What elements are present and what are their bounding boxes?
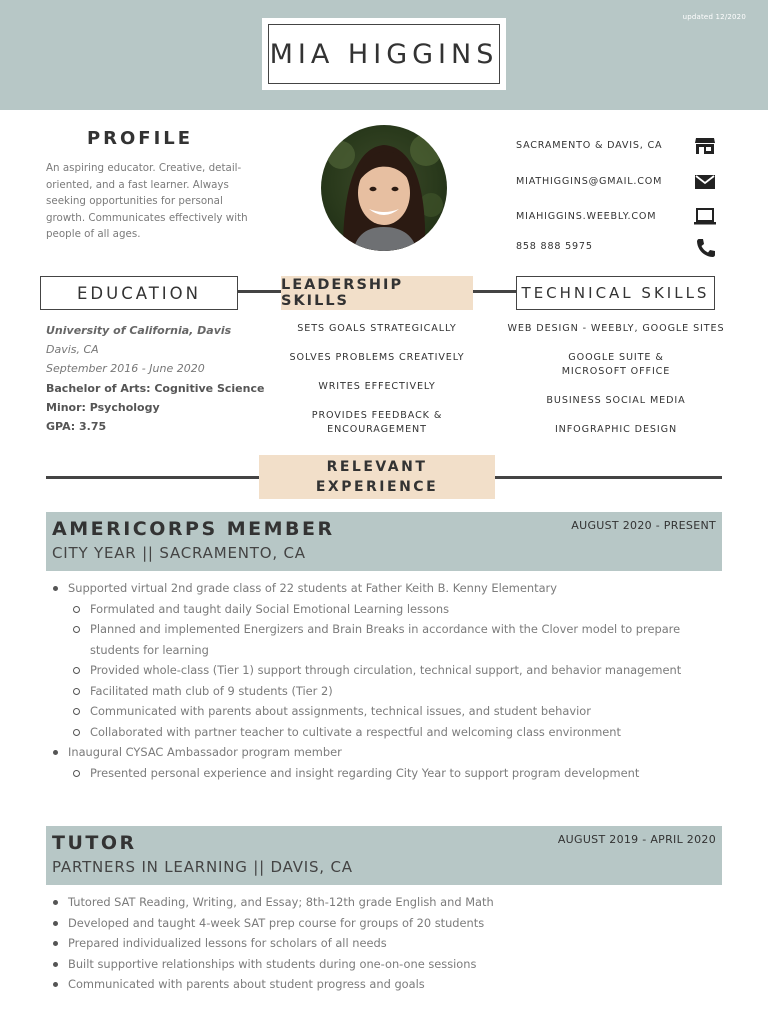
job-organization: CITY YEAR || SACRAMENTO, CA [52, 544, 306, 562]
education-heading: EDUCATION [40, 276, 238, 310]
divider-line [495, 476, 722, 479]
list-item: Communicated with parents about student progress and goals [46, 974, 706, 995]
list-item: Planned and implemented Energizers and Brain Breaks in accordance with the Clover model to prepare students for learning [68, 619, 706, 660]
name-box [262, 18, 506, 90]
leadership-skill: SETS GOALS STRATEGICALLY [297, 323, 457, 334]
job-dates: AUGUST 2019 - APRIL 2020 [557, 833, 716, 846]
list-item: Inaugural CYSAC Ambassador program member Presented personal experience and insight regarding City Year to support program development [46, 742, 706, 783]
education-dates: September 2016 - June 2020 [46, 362, 205, 376]
updated-date: updated 12/2020 [682, 13, 746, 21]
list-item: Formulated and taught daily Social Emotional Learning lessons [68, 599, 706, 620]
laptop-icon [694, 207, 716, 227]
list-item: Facilitated math club of 9 students (Tier 2) [68, 681, 706, 702]
contact-email[interactable]: MIATHIGGINS@GMAIL.COM [516, 176, 663, 187]
page-title: MIA HIGGINS [269, 38, 499, 70]
divider-line [238, 290, 281, 293]
divider-line [46, 476, 259, 479]
job-bullets [46, 892, 706, 995]
job-header [46, 512, 722, 571]
list-item: Supported virtual 2nd grade class of 22 students at Father Keith B. Kenny Elementary Formulated and taught daily Social Emotional Learning lessons Planned and implemented Energizers and Brain Breaks in accordance with the Clover model to prepare students for learning Provided whole-class (Tier 1) support through circulation, technical support, and behavior management Facilitated math club of 9 students (Tier 2) Communicated with parents about assignments, technical issues, and student behavior Collaborated with partner teacher to cultivate a respectful and welcoming class environment [46, 578, 706, 742]
technical-skill: INFOGRAPHIC DESIGN [554, 424, 678, 435]
technical-skill: GOOGLE SUITE & [568, 352, 664, 363]
technical-heading: TECHNICAL SKILLS [516, 276, 715, 310]
list-item: Tutored SAT Reading, Writing, and Essay; 8th-12th grade English and Math [46, 892, 706, 913]
list-item: Presented personal experience and insight regarding City Year to support program development [68, 763, 706, 784]
name-frame [268, 24, 500, 84]
list-item: Communicated with parents about assignments, technical issues, and student behavior [68, 701, 706, 722]
profile-photo [321, 125, 447, 251]
leadership-skill: SOLVES PROBLEMS CREATIVELY [289, 352, 465, 363]
experience-heading-line1: RELEVANT [326, 459, 428, 475]
phone-icon [694, 238, 716, 258]
list-item: Prepared individualized lessons for scholars of all needs [46, 933, 706, 954]
education-minor: Minor: Psychology [46, 400, 160, 414]
technical-skill: MICROSOFT OFFICE [561, 366, 671, 377]
technical-skill: BUSINESS SOCIAL MEDIA [546, 395, 686, 406]
profile-text: An aspiring educator. Creative, detail-oriented, and a fast learner. Always seeking opportunities for personal growth. Communicates effectively with people of all ages. [46, 162, 248, 240]
leadership-skill: ENCOURAGEMENT [327, 424, 427, 435]
education-gpa: GPA: 3.75 [46, 420, 107, 434]
job-header [46, 826, 722, 885]
mail-icon [694, 172, 716, 192]
job-title: TUTOR [52, 832, 137, 854]
job-organization: PARTNERS IN LEARNING || DAVIS, CA [52, 858, 353, 876]
job-bullets [46, 578, 706, 783]
education-school: University of California, Davis [46, 324, 232, 337]
contact-location: SACRAMENTO & DAVIS, CA [516, 140, 663, 151]
contact-website[interactable]: MIAHIGGINS.WEEBLY.COM [516, 211, 657, 222]
store-icon [694, 136, 716, 156]
experience-heading [259, 455, 495, 499]
education-location: Davis, CA [46, 343, 99, 357]
experience-heading-line2: EXPERIENCE [315, 479, 439, 495]
education-details [46, 321, 266, 436]
contact-phone: 858 888 5975 [516, 241, 593, 252]
divider-line [473, 290, 516, 293]
list-item: Collaborated with partner teacher to cultivate a respectful and welcoming class environment [68, 722, 706, 743]
profile-heading: PROFILE [86, 128, 194, 149]
leadership-heading: LEADERSHIP SKILLS [281, 276, 473, 310]
list-item: Developed and taught 4-week SAT prep course for groups of 20 students [46, 913, 706, 934]
job-dates: AUGUST 2020 - PRESENT [571, 519, 716, 532]
list-item: Built supportive relationships with students during one-on-one sessions [46, 954, 706, 975]
education-degree: Bachelor of Arts: Cognitive Science [46, 381, 265, 395]
leadership-skill: WRITES EFFECTIVELY [318, 381, 436, 392]
list-item: Provided whole-class (Tier 1) support through circulation, technical support, and behavior management [68, 660, 706, 681]
job-title: AMERICORPS MEMBER [52, 518, 335, 540]
leadership-skill: PROVIDES FEEDBACK & [311, 410, 443, 421]
technical-skill: WEB DESIGN - WEEBLY, GOOGLE SITES [507, 323, 725, 334]
